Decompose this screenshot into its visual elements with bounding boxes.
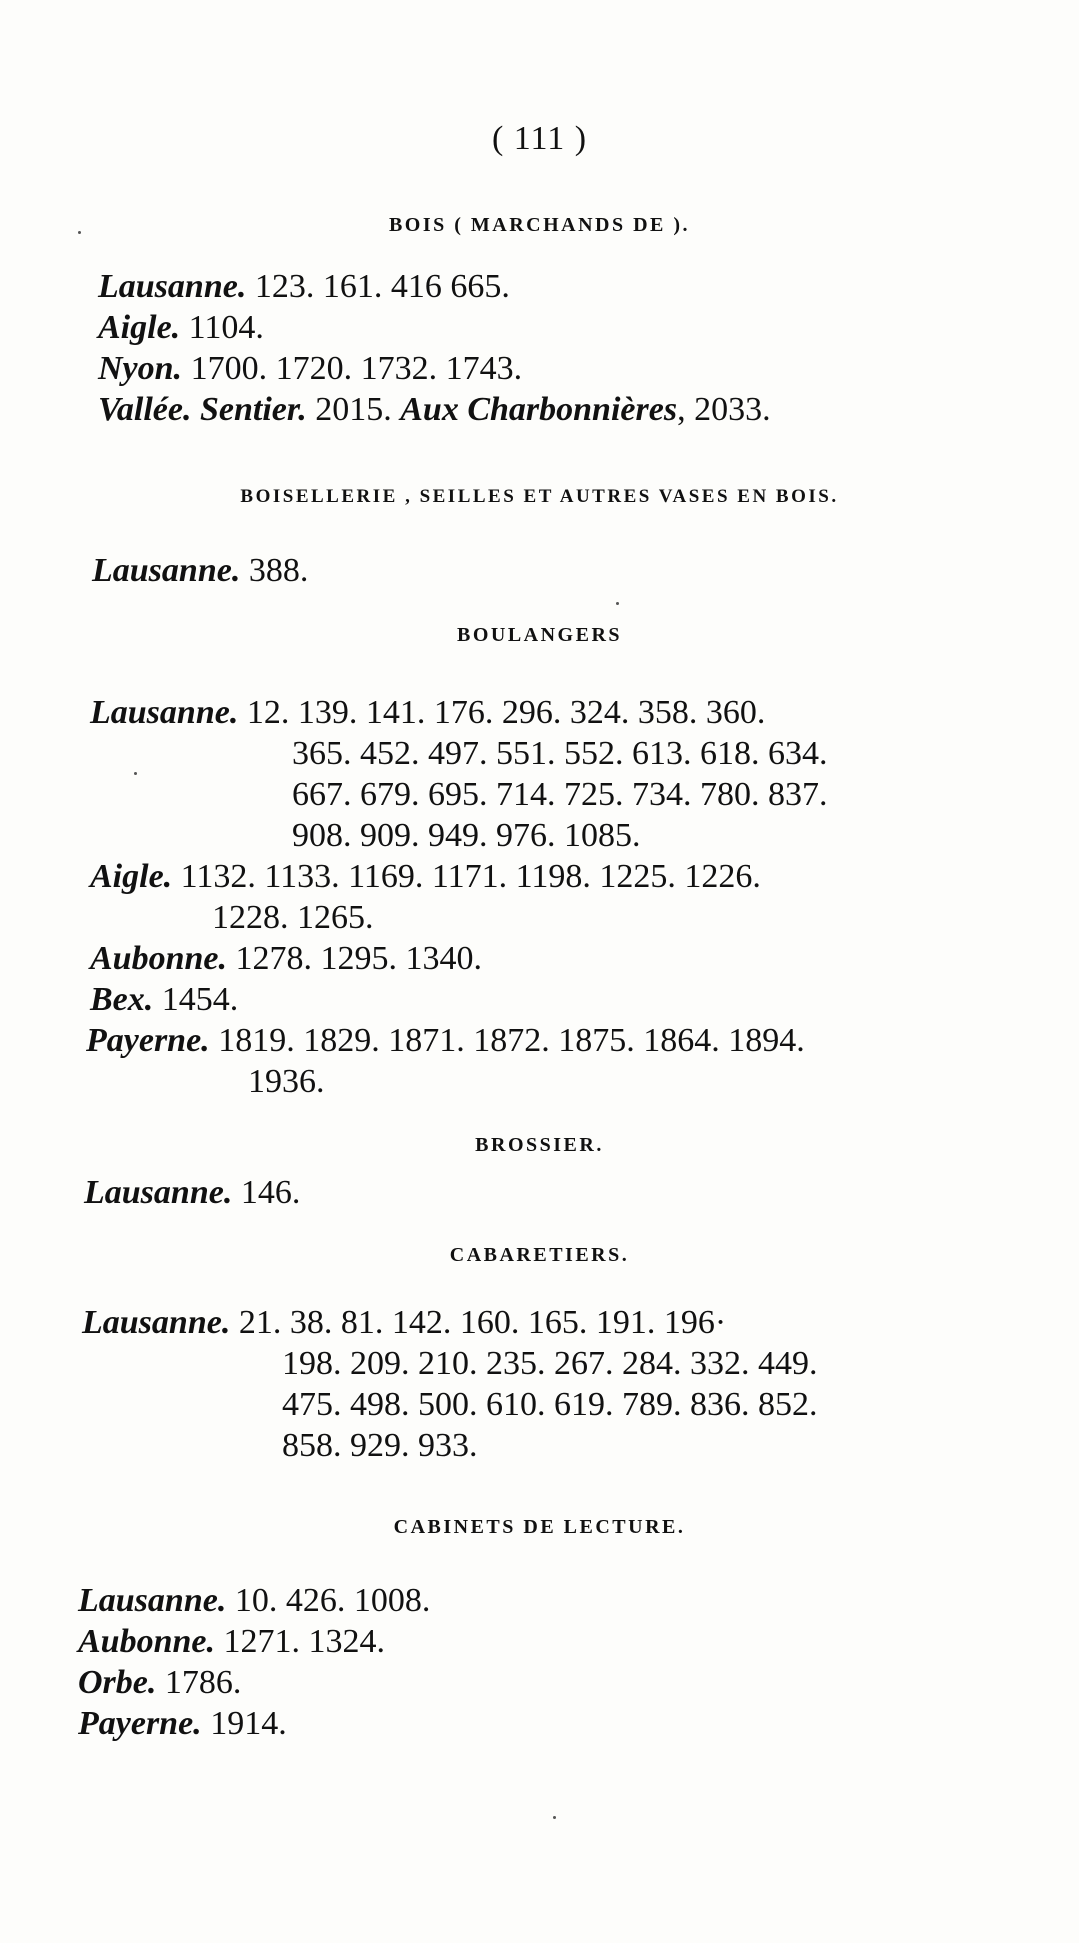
town-name: Aubonne. [78,1623,215,1660]
entry-line [78,1580,430,1621]
entry-numbers: , 2033. [677,391,771,428]
town-name: Aigle. [90,858,173,895]
entry-numbers: 2015. [315,391,392,428]
section-heading-cabinets-de-lecture: CABINETS DE LECTURE. [393,1516,686,1538]
entry-line [86,1020,805,1061]
entry-numbers: 1132. 1133. 1169. 1171. 1198. 1225. 1226. [180,858,761,895]
town-name: Aux Charbonnières [400,391,678,428]
entry-numbers: 1700. 1720. 1732. 1743. [190,350,523,387]
entry-numbers: 12. 139. 141. 176. 296. 324. 358. 360. [246,694,766,731]
town-name: Payerne. [86,1022,210,1059]
entry-numbers: 10. 426. 1008. [234,1582,431,1619]
entry-numbers: 1278. 1295. 1340. [235,940,482,977]
section-heading-cabaretiers: CABARETIERS. [449,1244,630,1266]
entry-line [98,389,771,430]
section-heading-boisellerie: BOISELLERIE , SEILLES ET AUTRES VASES EN BOIS. [240,486,839,507]
entry-numbers: 123. 161. 416 665. [254,268,510,305]
entry-continuation: 908. 909. 949. 976. 1085. [292,817,641,854]
entry-numbers: 388. [248,552,309,589]
print-speck [616,602,619,605]
page-number: ( 111 ) [491,120,588,157]
entry-numbers: 1271. 1324. [223,1623,385,1660]
section-heading-brossier: BROSSIER. [475,1134,604,1156]
town-name: Lausanne. [90,694,239,731]
entry-line [98,266,510,307]
town-name: Lausanne. [78,1582,227,1619]
entry-continuation: 858. 929. 933. [282,1427,478,1464]
entry-continuation: 198. 209. 210. 235. 267. 284. 332. 449. [282,1345,818,1382]
town-name: Aubonne. [90,940,227,977]
entry-numbers: 146. [240,1174,301,1211]
town-name: Lausanne. [82,1304,231,1341]
town-name: Lausanne. [92,552,241,589]
entry-line [90,938,482,979]
entry-line [78,1621,385,1662]
entry-continuation: 475. 498. 500. 610. 619. 789. 836. 852. [282,1386,818,1423]
entry-line [90,692,765,733]
entry-continuation: 667. 679. 695. 714. 725. 734. 780. 837. [292,776,828,813]
print-speck [553,1816,556,1819]
entry-line [78,1703,287,1744]
town-name: Orbe. [78,1664,157,1701]
entry-continuation: 365. 452. 497. 551. 552. 613. 618. 634. [292,735,828,772]
print-speck [134,772,137,775]
entry-line [98,307,264,348]
entry-line [92,550,308,591]
section-heading-bois: BOIS ( MARCHANDS DE ). [388,214,691,236]
town-name: Lausanne. [84,1174,233,1211]
town-name: Bex. [90,981,154,1018]
entry-line [98,348,522,389]
town-name: Vallée. Sentier. [98,391,307,428]
town-name: Nyon. [98,350,183,387]
entry-numbers: 21. 38. 81. 142. 160. 165. 191. 196· [238,1304,727,1341]
entry-numbers: 1786. [164,1664,242,1701]
town-name: Aigle. [98,309,181,346]
print-speck [78,231,81,234]
entry-line [90,856,761,897]
entry-line [84,1172,300,1213]
entry-continuation: 1936. [248,1063,325,1100]
section-heading-boulangers: BOULANGERS [456,624,623,646]
entry-line [78,1662,241,1703]
entry-numbers: 1454. [161,981,239,1018]
town-name: Lausanne. [98,268,247,305]
town-name: Payerne. [78,1705,202,1742]
entry-numbers: 1914. [210,1705,287,1742]
entry-continuation: 1228. 1265. [212,899,374,936]
entry-line [82,1302,726,1343]
entry-line [90,979,238,1020]
entry-numbers: 1819. 1829. 1871. 1872. 1875. 1864. 1894. [218,1022,805,1059]
entry-numbers: 1104. [188,309,264,346]
